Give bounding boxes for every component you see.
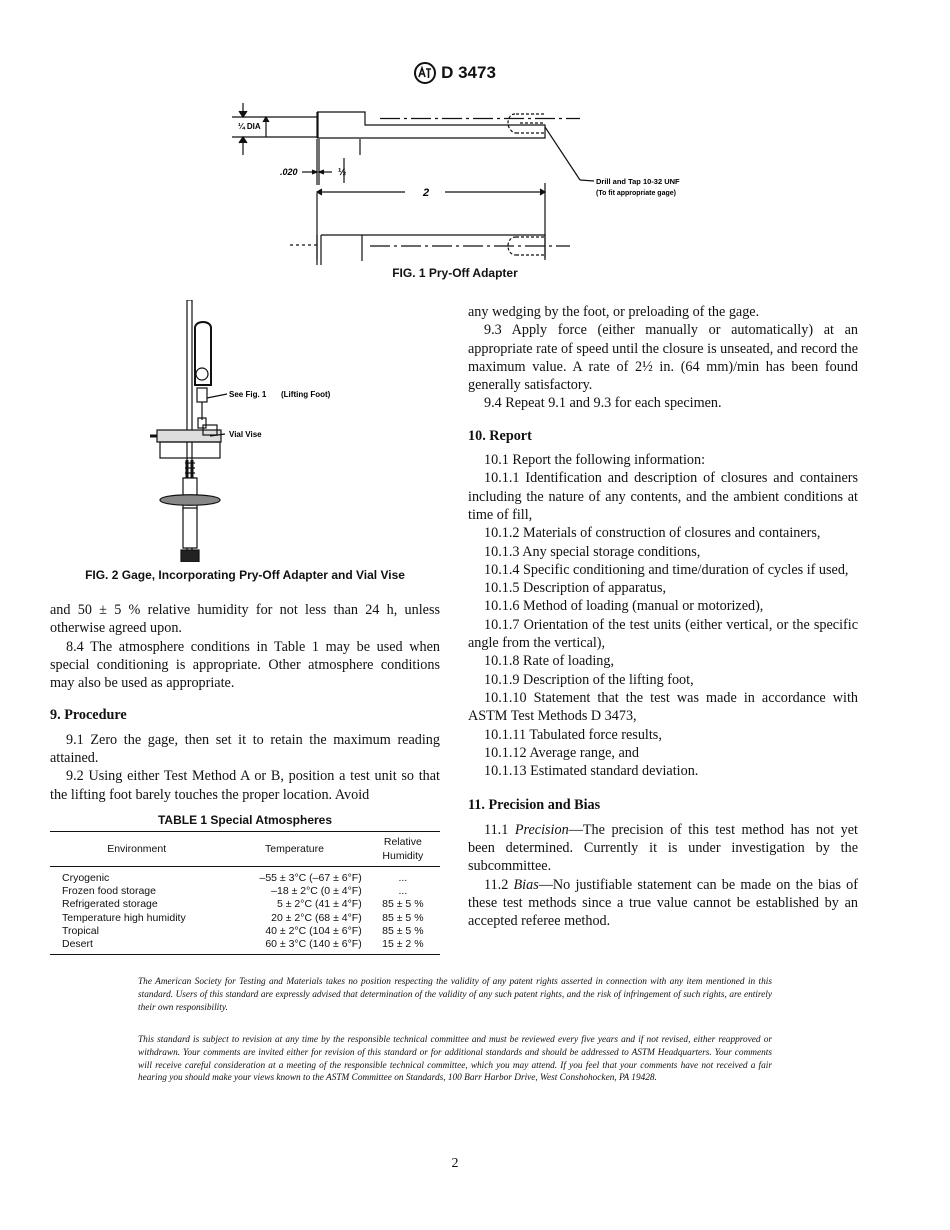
section-10-heading: 10. Report <box>468 427 532 444</box>
fig2-caption: FIG. 2 Gage, Incorporating Pry-Off Adapter and Vial Vise <box>85 568 405 582</box>
list-item: 10.1.8 Rate of loading, <box>484 653 615 670</box>
fig2-vise-label: Vial Vise <box>229 430 262 439</box>
table-row: Desert 60 ± 3°C (140 ± 6°F) 15 ± 2 % <box>50 938 440 955</box>
table-row: Frozen food storage –18 ± 2°C (0 ± 4°F) ... <box>62 885 408 898</box>
patent-notice: The American Society for Testing and Materials takes no position respecting the validity of any patent rights asserted in connection with any item mentioned in this standard. Users of this standard are expressly advised that determination of the validity of any such patent rights, and the risk of infringement of such rights, are entirely their own responsibility. <box>138 977 772 1013</box>
list-item: 10.1.12 Average range, and <box>484 744 639 761</box>
fig1-020-label: .020 <box>280 167 298 177</box>
table1-header-humidity: Relative Humidity <box>366 832 440 867</box>
fig1-2-label: 2 <box>423 187 430 199</box>
paragraph-11-2: 11.2 Bias—No justifiable statement can be made on the bias of these test methods since a true value cannot be established by an accepted referee method. <box>468 876 859 930</box>
designation: D 3473 <box>441 63 496 82</box>
table1-header-environment: Environment <box>50 832 223 867</box>
list-item: 10.1.11 Tabulated force results, <box>484 726 662 743</box>
fig1-drill-sublabel: (To fit appropriate gage) <box>596 190 676 197</box>
list-item: 10.1.4 Specific conditioning and time/duration of cycles if used, <box>484 561 849 578</box>
page-header <box>0 62 910 84</box>
list-item: 10.1.3 Any special storage conditions, <box>484 543 701 560</box>
left-column <box>50 601 440 804</box>
list-item: 10.1.1 Identification and description of closures and containers including the nature of any contents, and the ambient conditions at time of fill, <box>468 470 858 523</box>
fig1-half-label: ½ <box>338 167 347 178</box>
paragraph-9-1: 9.1 Zero the gage, then set it to retain the maximum reading attained. <box>50 731 440 767</box>
list-item: 10.1.10 Statement that the test was made in accordance with ASTM Test Methods D 3473, <box>468 689 858 725</box>
page-number: 2 <box>451 1156 459 1171</box>
list-item: 10.1.6 Method of loading (manual or motorized), <box>484 598 764 615</box>
right-column <box>468 303 858 931</box>
list-item: 10.1.13 Estimated standard deviation. <box>484 763 699 780</box>
section-11-heading: 11. Precision and Bias <box>468 797 601 814</box>
paragraph-11-1: 11.1 Precision—The precision of this test method has not yet been determined. Currently it is under investigation by the subcommittee. <box>468 821 858 875</box>
list-item: 10.1.2 Materials of construction of closures and containers, <box>484 525 821 542</box>
fig1-drill-label: Drill and Tap 10-32 UNF <box>596 177 680 186</box>
table-row: Tropical 40 ± 2°C (104 ± 6°F) 85 ± 5 % <box>62 924 424 937</box>
table-row: Refrigerated storage 5 ± 2°C (41 ± 4°F) 85 ± 5 % <box>62 898 424 911</box>
section-9-heading: 9. Procedure <box>50 707 127 724</box>
paragraph-9-2: 9.2 Using either Test Method A or B, position a test unit so that the lifting foot barely touches the proper location. Avoid <box>50 768 440 803</box>
fig2-drawing <box>145 300 385 562</box>
table-row: Temperature high humidity 20 ± 2°C (68 ± 4°F) 85 ± 5 % <box>62 911 424 924</box>
table1-header-temperature: Temperature <box>223 832 365 867</box>
table-row: Cryogenic –55 ± 3°C (–67 ± 6°F) ... <box>62 872 408 884</box>
list-item: 10.1.9 Description of the lifting foot, <box>484 671 694 688</box>
fig1-dia-label: ¼ DIA <box>238 122 261 131</box>
fig2-see-label: See Fig. 1 <box>229 390 267 399</box>
revision-notice: This standard is subject to revision at any time by the responsible technical committee and must be reviewed every five years and if not revised, either reapproved or withdrawn. Your comments are invited either for revision of this standard or for additional standards and should be addressed to ASTM Headquarters. Your comments will receive careful consideration at a meeting of the responsible technical committee, which you may attend. If you feel that your comments have not received a fair hearing you should make your views known to the ASTM Committee on Standards, 100 Barr Harbor Drive, West Conshohocken, PA 19428. <box>138 1035 772 1084</box>
paragraph-8-4: 8.4 The atmosphere conditions in Table 1 may be used when special conditioning is appropriate. Other atmosphere conditions may also be used as appropriate. <box>50 638 440 692</box>
paragraph-9-3: 9.3 Apply force (either manually or automatically) at an appropriate rate of speed until the closure is unseated, and record the maximum value. A rate of 2½ in. (64 mm)/min has been found generally satisfactory. <box>468 322 859 394</box>
fig1-drawing <box>220 95 700 267</box>
list-item: 10.1.7 Orientation of the test units (either vertical, or the specific angle from the vertical), <box>468 616 858 652</box>
paragraph-9-2-continued: any wedging by the foot, or preloading of the gage. <box>468 304 760 320</box>
table1 <box>50 831 440 955</box>
paragraph-10-1: 10.1 Report the following information: <box>484 452 706 469</box>
table1-title: TABLE 1 Special Atmospheres <box>157 813 333 827</box>
list-item: 10.1.5 Description of apparatus, <box>484 580 667 597</box>
fig2-foot-label: (Lifting Foot) <box>281 390 331 399</box>
paragraph-8-3-continued: and 50 ± 5 % relative humidity for not less than 24 h, unless otherwise agreed upon. <box>50 602 440 637</box>
paragraph-9-4: 9.4 Repeat 9.1 and 9.3 for each specimen. <box>484 395 722 412</box>
astm-logo-icon <box>414 62 436 84</box>
fig1-caption: FIG. 1 Pry-Off Adapter <box>392 266 518 280</box>
